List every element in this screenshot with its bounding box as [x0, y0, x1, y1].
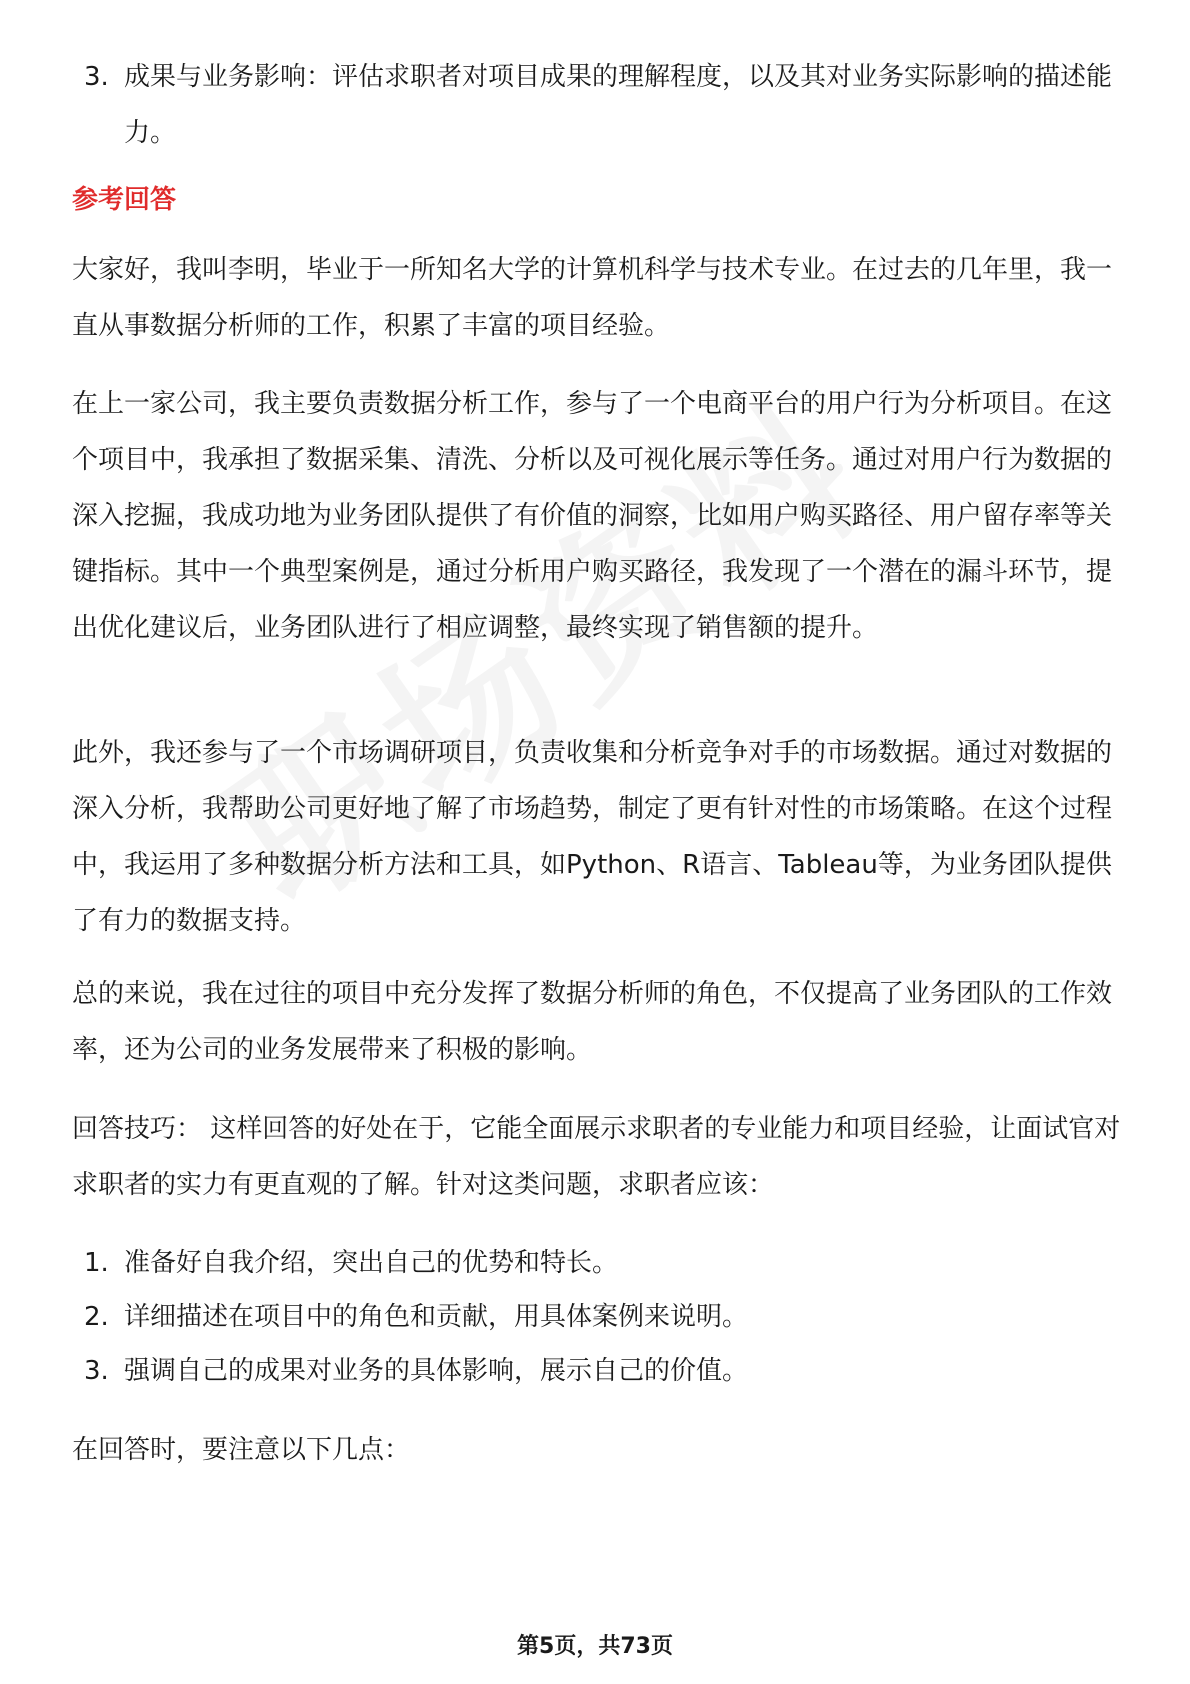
list-number: 3. [84, 1356, 109, 1386]
paragraph-summary: 总的来说，我在过往的项目中充分发挥了数据分析师的角色，不仅提高了业务团队的工作效率，还为公司的业务发展带来了积极的影响。 [72, 979, 1113, 1065]
page-footer: 第5页，共73页 [517, 1634, 673, 1659]
list-number: 1. [84, 1248, 109, 1278]
list-text: 强调自己的成果对业务的具体影响，展示自己的价值。 [124, 1356, 749, 1386]
section-heading: 参考回答 [72, 185, 177, 215]
list-item-tip [84, 1235, 1124, 1291]
list-item-tip [84, 1289, 1124, 1345]
paragraph-closing: 在回答时，要注意以下几点： [72, 1435, 411, 1465]
list-number: 2. [84, 1302, 109, 1332]
paragraph-intro: 大家好，我叫李明，毕业于一所知名大学的计算机科学与技术专业。在过去的几年里，我一直从事数据分析师的工作，积累了丰富的项目经验。 [72, 255, 1113, 341]
paragraph-answer-tips: 回答技巧： 这样回答的好处在于，它能全面展示求职者的专业能力和项目经验，让面试官对求职者的实力有更直观的了解。针对这类问题，求职者应该： [72, 1114, 1121, 1200]
list-number: 3. [84, 62, 109, 92]
paragraph-market-research: 此外，我还参与了一个市场调研项目，负责收集和分析竞争对手的市场数据。通过对数据的深入分析，我帮助公司更好地了解了市场趋势，制定了更有针对性的市场策略。在这个过程中，我运用了多种数据分析方法和工具，如Python、R语言、Tableau等，为业务团队提供了有力的数据支持。 [72, 738, 1113, 936]
paragraph-ecommerce-project: 在上一家公司，我主要负责数据分析工作，参与了一个电商平台的用户行为分析项目。在这个项目中，我承担了数据采集、清洗、分析以及可视化展示等任务。通过对用户行为数据的深入挖掘，我成功地为业务团队提供了有价值的洞察，比如用户购买路径、用户留存率等关键指标。其中一个典型案例是，通过分析用户购买路径，我发现了一个潜在的漏斗环节，提出优化建议后，业务团队进行了相应调整，最终实现了销售额的提升。 [72, 389, 1113, 643]
list-item-outcome [84, 49, 1124, 161]
list-text: 详细描述在项目中的角色和贡献，用具体案例来说明。 [124, 1302, 749, 1332]
list-text: 准备好自我介绍，突出自己的优势和特长。 [124, 1248, 619, 1278]
list-item-tip [84, 1343, 1124, 1399]
list-text: 成果与业务影响：评估求职者对项目成果的理解程度，以及其对业务实际影响的描述能力。 [124, 62, 1113, 148]
